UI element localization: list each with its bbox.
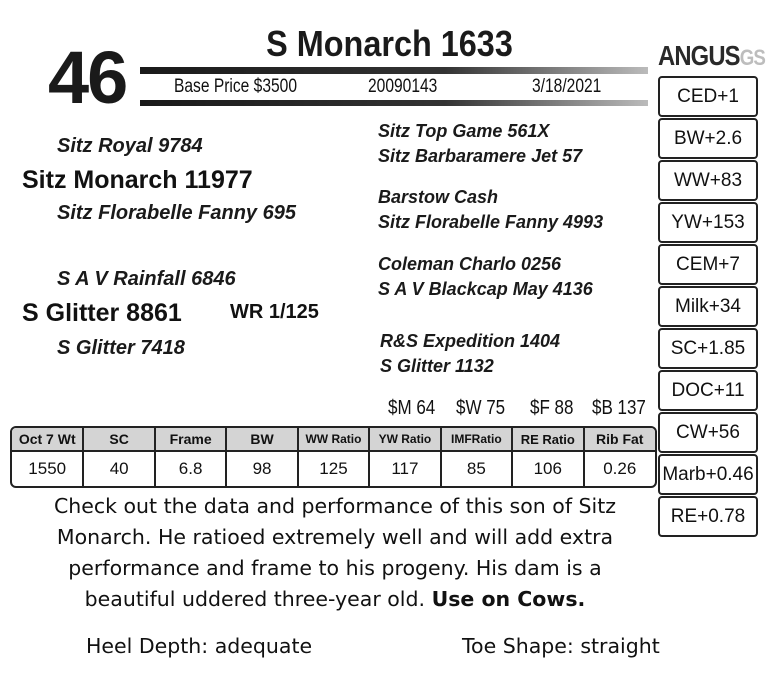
logo-suffix: GS xyxy=(739,45,766,70)
index-m: $M 64 xyxy=(388,397,436,419)
angus-logo xyxy=(658,40,765,72)
header-cell: Frame xyxy=(155,428,226,451)
dam-sire: S A V Rainfall 6846 xyxy=(57,268,236,290)
header-cell: RE Ratio xyxy=(512,428,583,451)
value-cell: 0.26 xyxy=(603,459,637,478)
value-cell: 98 xyxy=(226,451,297,486)
header-cell: IMFRatio xyxy=(441,428,512,451)
value-cell: 85 xyxy=(441,451,512,486)
value-cell: 6.8 xyxy=(155,451,226,486)
description-emphasis: Use on Cows. xyxy=(431,587,586,611)
epd-re: RE+0.78 xyxy=(658,496,758,537)
ancestor-2: Sitz Barbaramere Jet 57 xyxy=(378,146,583,166)
epd-marb: Marb+0.46 xyxy=(658,454,758,495)
value-cell: 117 xyxy=(369,451,440,486)
epd-milk: Milk+34 xyxy=(658,286,758,327)
base-price: Base Price $3500 xyxy=(174,76,297,97)
value-cell: 1550 xyxy=(12,451,83,486)
sire: Sitz Monarch 11977 xyxy=(22,166,253,194)
header-cell: Rib Fat xyxy=(584,428,656,451)
ancestor-4: Sitz Florabelle Fanny 4993 xyxy=(378,212,604,232)
performance-table xyxy=(10,426,657,488)
epd-doc: DOC+11 xyxy=(658,370,758,411)
ancestor-8: S Glitter 1132 xyxy=(380,356,494,376)
value-cell: 40 xyxy=(83,451,154,486)
registration-number: 20090143 xyxy=(368,76,438,97)
epd-yw: YW+153 xyxy=(658,202,758,243)
performance-header-row xyxy=(12,428,655,451)
epd-sc: SC+1.85 xyxy=(658,328,758,369)
header-cell: WW Ratio xyxy=(298,428,369,451)
lot-number: 46 xyxy=(48,36,127,119)
ancestor-3: Barstow Cash xyxy=(378,187,499,207)
title-rule xyxy=(140,67,648,74)
epd-cw: CW+56 xyxy=(658,412,758,453)
ancestor-7: R&S Expedition 1404 xyxy=(380,331,561,351)
performance-value-row xyxy=(12,451,655,486)
index-w: $W 75 xyxy=(456,397,506,419)
toe-shape: Toe Shape: straight xyxy=(462,634,660,658)
header-cell: SC xyxy=(83,428,154,451)
epd-cem: CEM+7 xyxy=(658,244,758,285)
description xyxy=(22,491,648,615)
epd-ced: CED+1 xyxy=(658,76,758,117)
sire-dam: Sitz Florabelle Fanny 695 xyxy=(57,202,296,224)
bull-name: S Monarch 1633 xyxy=(266,23,513,64)
epd-bw: BW+2.6 xyxy=(658,118,758,159)
ancestor-5: Coleman Charlo 0256 xyxy=(378,254,562,274)
index-f: $F 88 xyxy=(530,397,574,419)
index-b: $B 137 xyxy=(592,397,646,419)
value-cell: 125 xyxy=(298,451,369,486)
epd-ww: WW+83 xyxy=(658,160,758,201)
dam-weaning-ratio: WR 1/125 xyxy=(230,301,319,323)
subline-rule xyxy=(140,100,648,106)
header-cell: BW xyxy=(226,428,297,451)
ancestor-6: S A V Blackcap May 4136 xyxy=(378,279,593,299)
dam-dam: S Glitter 7418 xyxy=(57,337,185,359)
heel-depth: Heel Depth: adequate xyxy=(86,634,313,658)
sire-sire: Sitz Royal 9784 xyxy=(57,135,203,157)
dam: S Glitter 8861 xyxy=(22,299,182,327)
header-cell: YW Ratio xyxy=(369,428,440,451)
value-cell: 106 xyxy=(512,451,583,486)
logo-main: ANGUS xyxy=(658,40,740,71)
ancestor-1: Sitz Top Game 561X xyxy=(378,121,550,141)
header-cell: Oct 7 Wt xyxy=(12,428,83,451)
description-text: Check out the data and performance of this son of Sitz Monarch. He ratioed extremely well and will add extra performance and frame to his progeny. His dam is a beautiful uddered three-year old. xyxy=(53,494,617,611)
birth-date: 3/18/2021 xyxy=(532,76,602,97)
